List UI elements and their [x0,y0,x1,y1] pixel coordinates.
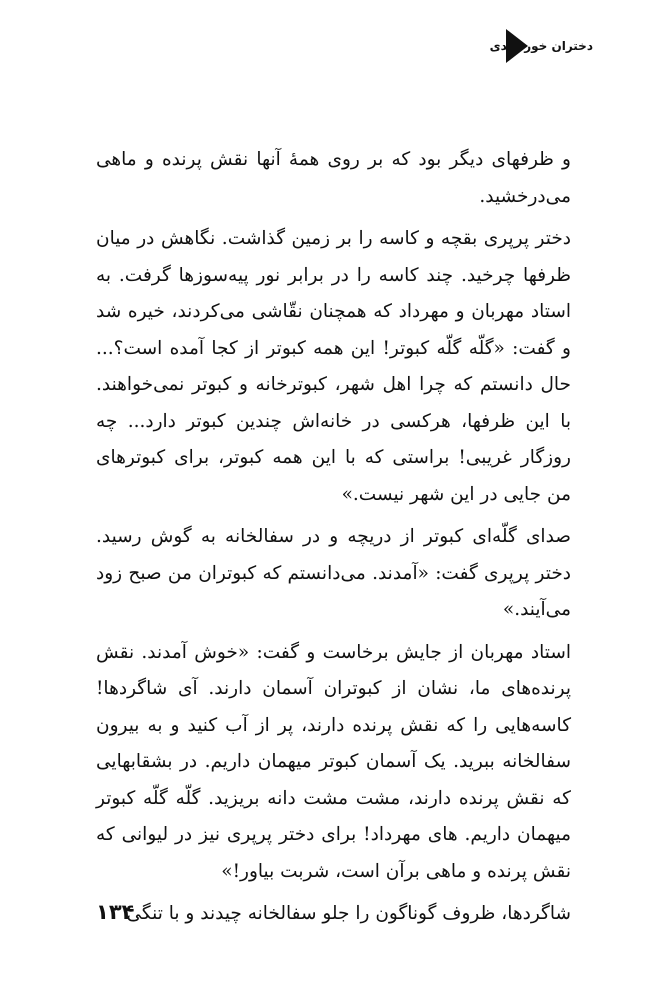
paragraph: و ظرفهای دیگر بود که بر روی همهٔ آنها نقش پرنده و ماهی می‌درخشید. [96,149,571,207]
paragraph: شاگردها، ظروف گوناگون را جلو سفالخانه چیدند و با تنگی [126,903,571,924]
header-title: دختران خورشیدی [489,39,593,53]
paragraph: استاد مهربان از جایش برخاست و گفت: «خوش آمدند. نقش پرنده‌های ما، نشان از کبوتران آسمان دارند. آی شاگردها! کاسه‌هایی را که نقش پرنده دارند، پر از آب کنید و به بیرون سفالخانه ببرید. یک آسمان کبوتر میهمان داریم. در بشقابهایی که نقش پرنده دارند، مشت مشت دانه بریزید. گلّه گلّه کبوتر میهمان داریم. های مهرداد! برای دختر پرپری نیز در لیوانی که نقش پرنده و ماهی برآن است، شربت بیاور!» [96,641,571,882]
page-body [96,142,571,939]
triangle-marker-icon [506,29,528,63]
running-header [489,26,593,66]
paragraph: صدای گلّه‌ای کبوتر از دریچه و در سفالخانه به گوش رسید. دختر پرپری گفت: «آمدند. می‌دانستم که کبوتران من صبح زود می‌آیند.» [96,526,571,620]
paragraph: دختر پرپری بقچه و کاسه را بر زمین گذاشت. نگاهش در میان ظرفها چرخید. چند کاسه را در برابر نور پیه‌سوزها گرفت. به استاد مهربان و مهرداد که همچنان نقّاشی می‌کردند، خیره شد و گفت: «گلّه گلّه کبوتر! این همه کبوتر از کجا آمده است؟... حال دانستم که چرا اهل شهر، کبوترخانه و کبوتر نمی‌خواهند. با این ظرفها، هرکسی در خانه‌اش چندین کبوتر دارد... چه روزگار غریبی! براستی که با این همه کبوتر، برای کبوترهای من جایی در این شهر نیست.» [96,228,571,505]
page-number: ۱۳۴ [96,900,135,924]
